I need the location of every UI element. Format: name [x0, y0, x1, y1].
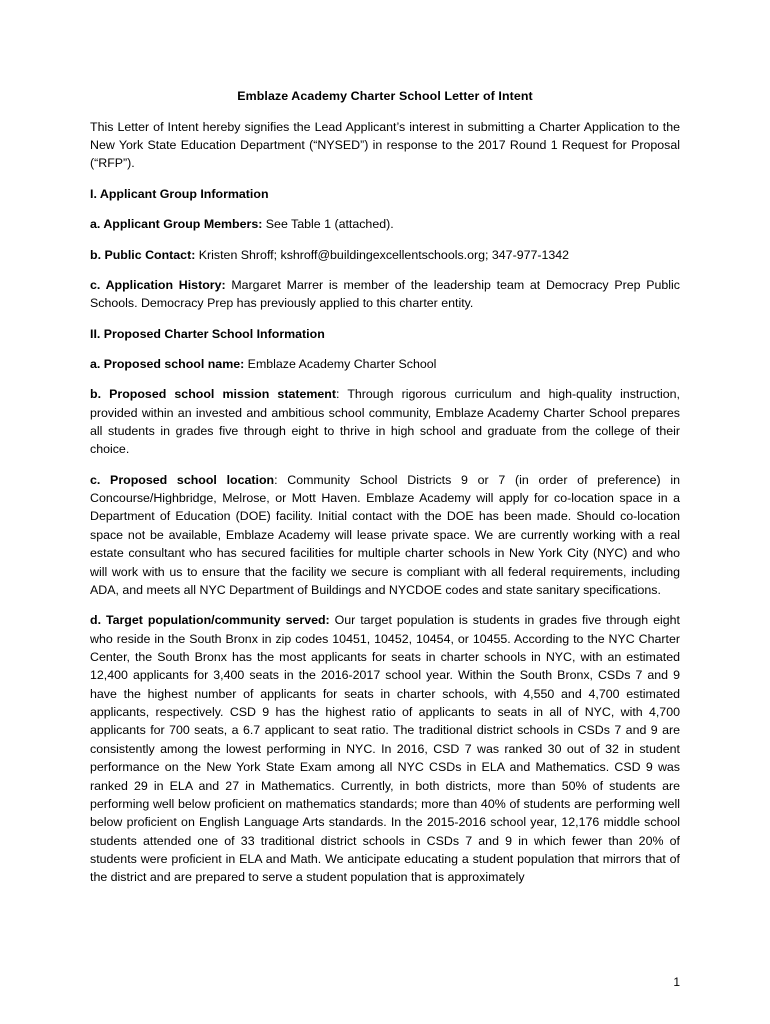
item-body: Our target population is students in grades five through eight who reside in the South Bronx in zip codes 10451, 10452, 10454, or 10455. According to the NYC Charter Center, the South Bronx has the most applicants for seats in charter schools in NYC, with an estimated 12,400 applicants for 3,400 seats in the 2016-2017 school year. Within the South Bronx, CSDs 7 and 9 have the highest number of applicants for seats in charter schools, with 4,550 and 4,700 estimated applicants, respectively. CSD 9 has the highest ratio of applicants to seats in all of NYC, with 4,700 applicants for 700 seats, a 6.7 applicant to seat ratio. The traditional district schools in CSDs 7 and 9 are consistently among the lowest performing in NYC. In 2016, CSD 7 was ranked 30 out of 32 in student performance on the New York State Exam among all NYC CSDs in ELA and Mathematics. CSD 9 was ranked 29 in ELA and 27 in Mathematics. Currently, in both districts, more than 50% of students are performing well below proficient on mathematics standards; more than 40% of students are performing well below proficient on English Language Arts standards. In the 2015-2016 school year, 12,176 middle school students attended one of 33 traditional district schools in CSDs 7 and 9 in which fewer than 20% of students were proficient in ELA and Math. We anticipate educating a student population that mirrors that of the district and are prepared to serve a student population that is approximately: [90, 613, 680, 885]
item-body: Kristen Shroff; kshroff@buildingexcellentschools.org; 347-977-1342: [195, 247, 570, 262]
item-label: c. Application History:: [90, 277, 226, 292]
item-proposed-school-location: [90, 471, 680, 600]
item-body: : Through rigorous curriculum and high-quality instruction, provided within an invested and ambitious school community, Emblaze Academy Charter School prepares all students in grades five through eight to thrive in high school and graduate from the college of their choice.: [90, 387, 680, 457]
item-target-population: [90, 611, 680, 886]
item-applicant-group-members: [90, 215, 680, 233]
item-application-history: [90, 276, 680, 313]
item-label: c. Proposed school location: [90, 472, 275, 487]
section-heading-proposed-school: II. Proposed Charter School Information: [90, 326, 325, 341]
item-mission-statement: [90, 385, 680, 458]
item-label: d. Target population/community served:: [90, 613, 330, 628]
item-body: See Table 1 (attached).: [262, 217, 394, 232]
section-heading-applicant-group: I. Applicant Group Information: [90, 186, 269, 201]
item-label: a. Proposed school name:: [90, 356, 245, 371]
item-public-contact: [90, 246, 680, 264]
page-number: 1: [673, 975, 680, 989]
document-title: Emblaze Academy Charter School Letter of Intent: [237, 89, 533, 103]
item-body: : Community School Districts 9 or 7 (in order of preference) in Concourse/Highbridge, Melrose, or Mott Haven. Emblaze Academy will apply for co-location space in a Department of Education (DOE) facility. Initial contact with the DOE has been made. Should co-location space not be available, Emblaze Academy will lease private space. We are currently working with a real estate consultant who has secured facilities for multiple charter schools in New York City (NYC) and who will work with us to ensure that the facility we secure is compliant with all federal requirements, including ADA, and meets all NYC Department of Buildings and NYCDOE codes and state sanitary specifications.: [90, 472, 680, 597]
intro-paragraph: This Letter of Intent hereby signifies the Lead Applicant’s interest in submitting a Charter Application to the New York State Education Department (“NYSED”) in response to the 2017 Round 1 Request for Proposal (“RFP”).: [90, 119, 680, 171]
item-label: a. Applicant Group Members:: [90, 217, 263, 232]
item-label: b. Proposed school mission statement: [90, 387, 336, 402]
item-body: Margaret Marrer is member of the leadership team at Democracy Prep Public Schools. Democracy Prep has previously applied to this charter entity.: [90, 277, 680, 311]
item-proposed-school-name: [90, 355, 680, 373]
item-body: Emblaze Academy Charter School: [244, 356, 437, 371]
item-label: b. Public Contact:: [90, 247, 196, 262]
